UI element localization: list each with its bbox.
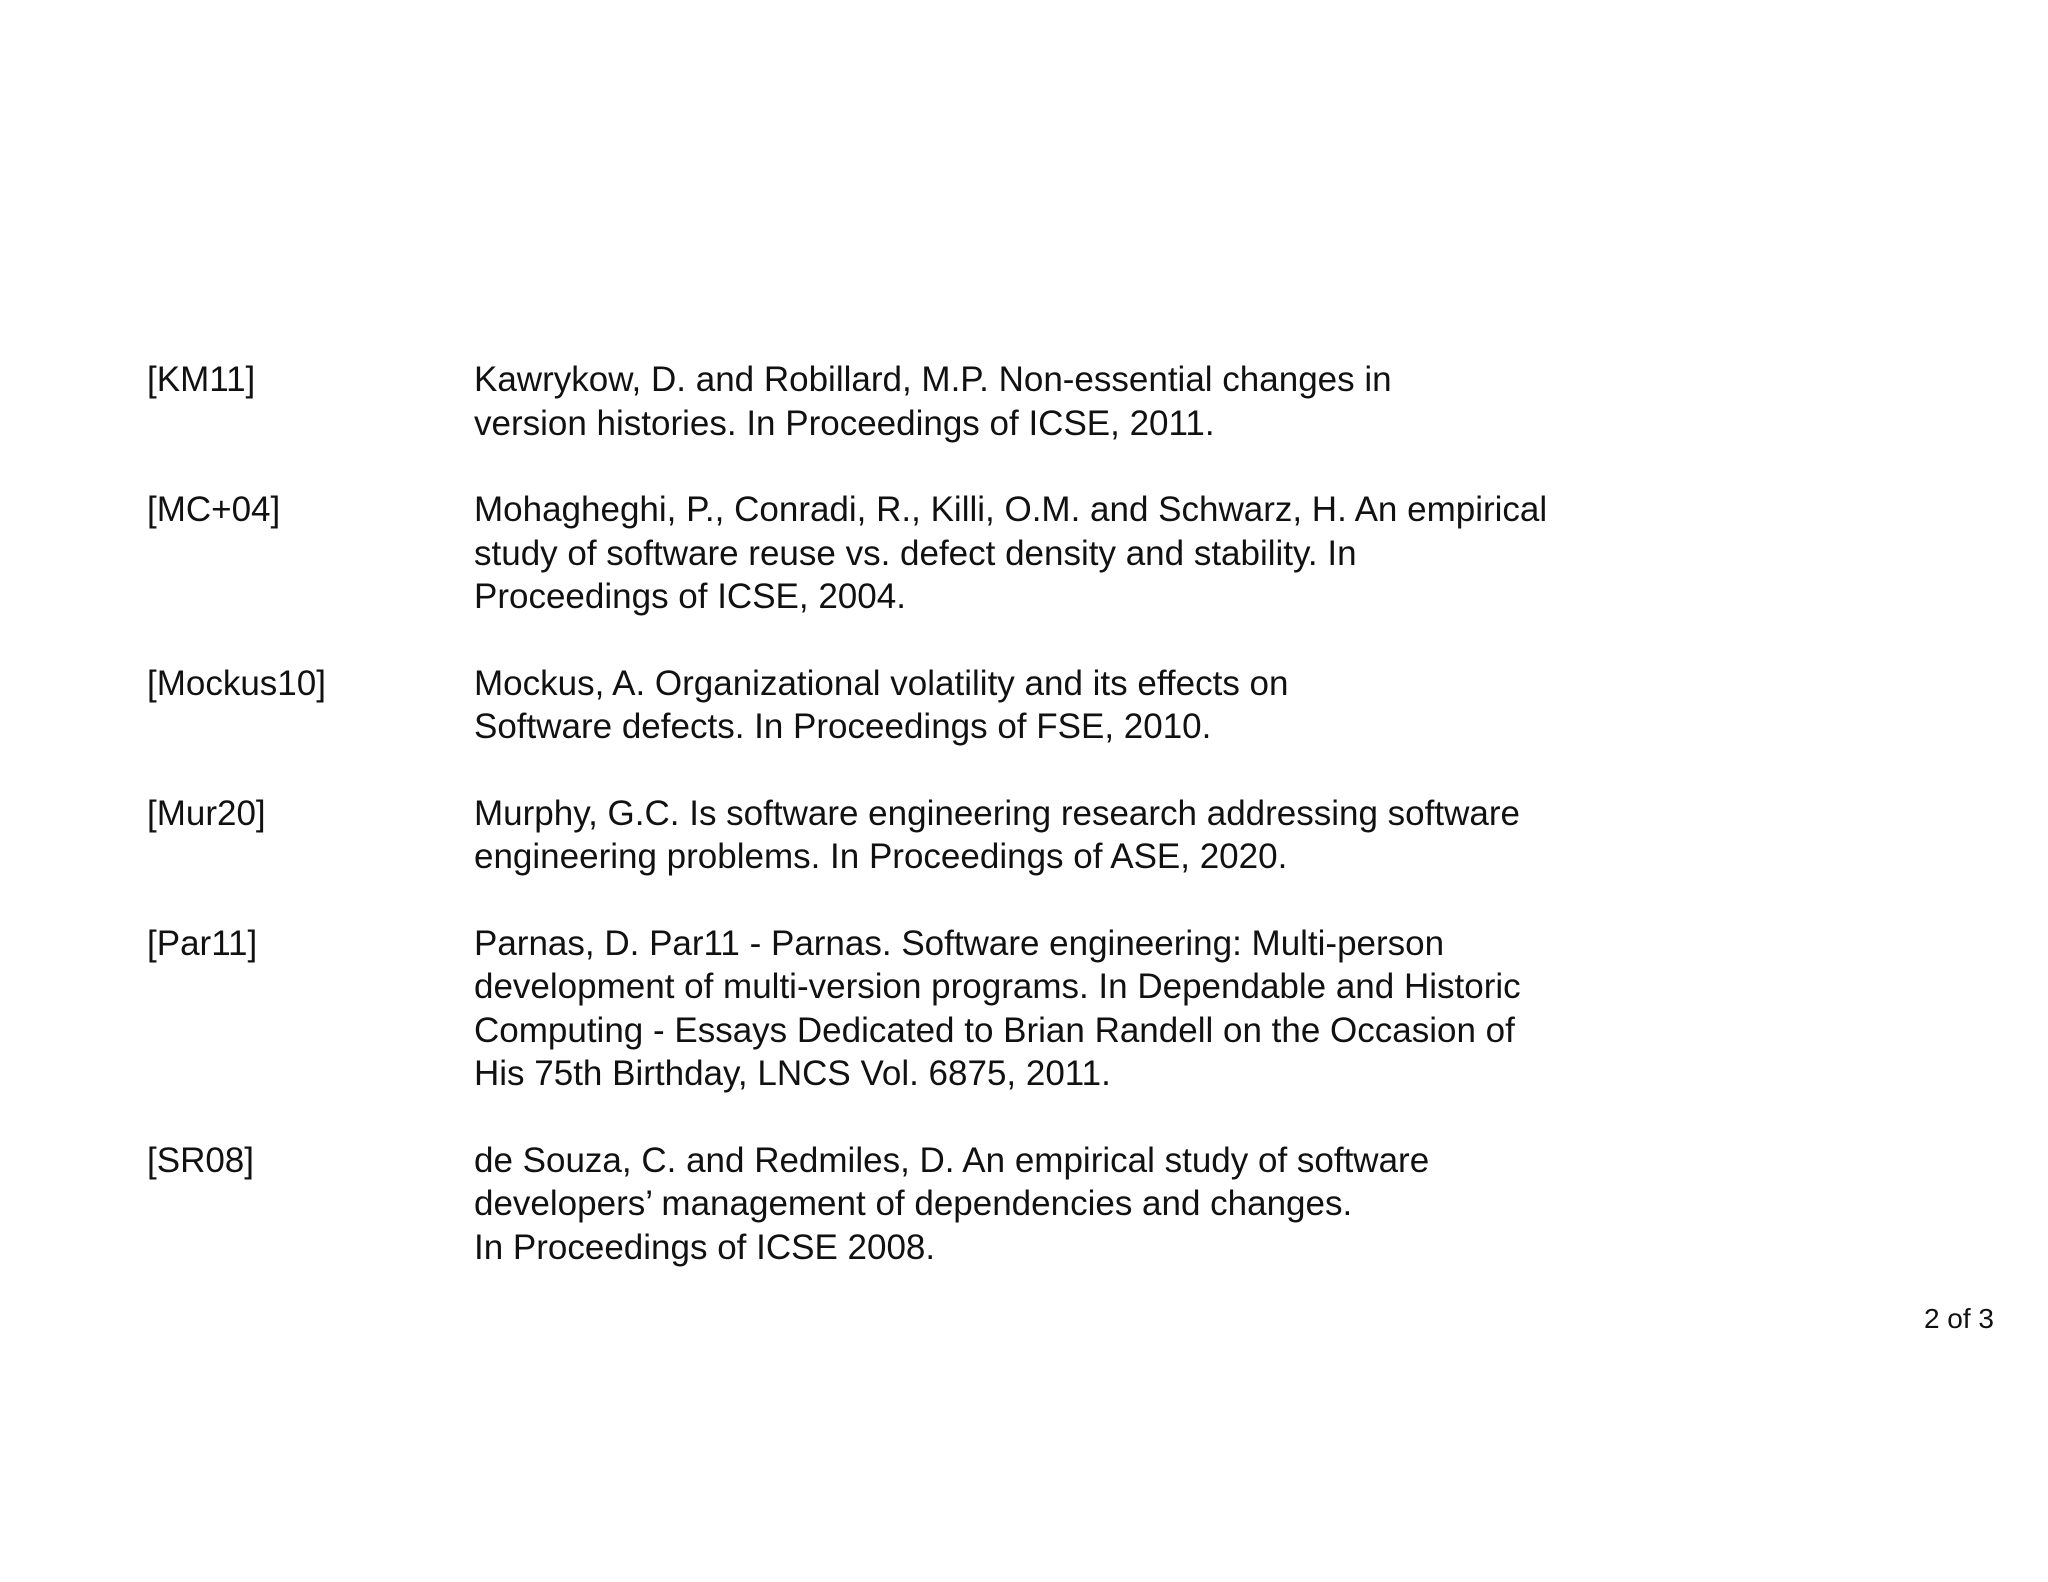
reference-key: [MC+04]	[147, 490, 281, 529]
reference-key: [SR08]	[147, 1140, 254, 1180]
reference-line: Kawrykow, D. and Robillard, M.P. Non-essential changes in	[474, 360, 1392, 399]
reference-line: developers’ management of dependencies and changes.	[474, 1184, 1353, 1223]
reference-text	[474, 922, 1521, 1096]
reference-entry-mur20	[147, 792, 1647, 879]
reference-entry-par11	[147, 922, 1647, 1096]
reference-line: Software defects. In Proceedings of FSE, 2010.	[474, 707, 1212, 746]
reference-line: de Souza, C. and Redmiles, D. An empirical study of software	[474, 1140, 1430, 1180]
reference-line: version histories. In Proceedings of ICSE, 2011.	[474, 403, 1215, 443]
reference-line: study of software reuse vs. defect density and stability. In	[474, 533, 1357, 573]
reference-text	[474, 662, 1289, 749]
reference-text	[474, 488, 1547, 619]
reference-list	[147, 358, 1647, 1312]
reference-entry-mockus10	[147, 662, 1647, 749]
reference-text	[474, 792, 1520, 879]
reference-entry-mc04	[147, 488, 1647, 619]
reference-key: [Par11]	[147, 923, 258, 963]
reference-entry-sr08	[147, 1139, 1647, 1270]
reference-line: In Proceedings of ICSE 2008.	[474, 1227, 936, 1267]
reference-line: Proceedings of ICSE, 2004.	[474, 577, 906, 616]
reference-text	[474, 1139, 1429, 1270]
reference-key: [Mur20]	[147, 793, 266, 833]
reference-entry-km11	[147, 358, 1647, 445]
reference-line: Parnas, D. Par11 - Parnas. Software engineering: Multi-person	[474, 923, 1445, 963]
reference-line: development of multi-version programs. In Dependable and Historic	[474, 967, 1521, 1006]
reference-line: His 75th Birthday, LNCS Vol. 6875, 2011.	[474, 1054, 1111, 1093]
page-number: 2 of 3	[1923, 1303, 1994, 1334]
reference-line: Computing - Essays Dedicated to Brian Randell on the Occasion of	[474, 1010, 1515, 1050]
reference-key: [Mockus10]	[147, 663, 326, 703]
reference-line: Murphy, G.C. Is software engineering research addressing software	[474, 793, 1520, 833]
reference-line: Mohagheghi, P., Conradi, R., Killi, O.M. and Schwarz, H. An empirical	[474, 490, 1548, 529]
reference-key: [KM11]	[147, 360, 256, 399]
reference-line: engineering problems. In Proceedings of ASE, 2020.	[474, 837, 1288, 876]
reference-text	[474, 358, 1392, 445]
reference-line: Mockus, A. Organizational volatility and its effects on	[474, 663, 1289, 703]
